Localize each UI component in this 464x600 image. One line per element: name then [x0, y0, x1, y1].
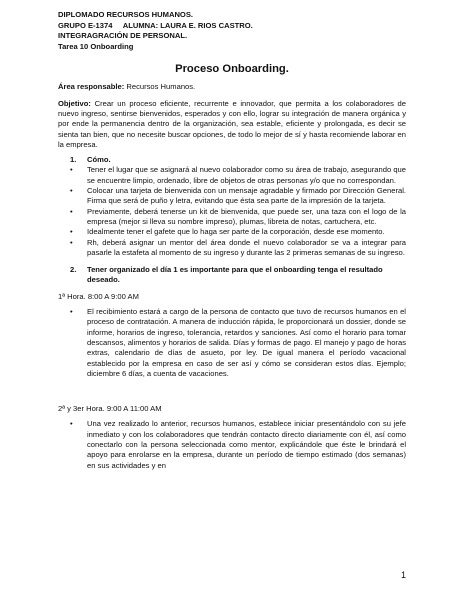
section-1-heading: [70, 155, 406, 165]
bullet-icon: •: [70, 237, 73, 247]
bullet-icon: •: [70, 227, 73, 237]
section-2-heading: [70, 265, 406, 286]
objective-paragraph: [58, 99, 406, 150]
bullet-icon: •: [70, 307, 73, 317]
section-1-bullet-list: [58, 165, 417, 258]
time-slot-2-bullet-list: [58, 419, 406, 470]
list-item: • Idealmente tener el gafete que lo haga ser parte de la corporación, desde ese momento.: [70, 227, 385, 237]
time-slot-1-bullet-list: [58, 307, 406, 379]
list-item: • Previamente, deberá tenerse un kit de bienvenida, que puede ser, una taza con el logo de la empresa (mejor si lleva su nombre impreso), plumas, libreta de notas, cartuchera, etc.: [70, 206, 406, 226]
section-1-title: Cómo.: [87, 155, 111, 165]
bullet-icon: •: [70, 186, 73, 196]
header-line-group-student: GRUPO E-1374 ALUMNA: LAURA E. RIOS CASTRO.: [58, 20, 253, 30]
time-slot-1: 1ª Hora. 8:00 A 9:00 AM: [58, 291, 139, 301]
page-number: 1: [400, 570, 406, 580]
bullet-icon: •: [70, 206, 73, 216]
area-value: Recursos Humanos.: [124, 82, 196, 92]
list-item: • El recibimiento estará a cargo de la persona de contacto que tuvo de recursos humanos en el proceso de contratación. A manera de inducción rápida, le proporcionará un dossier, donde se informe, horarios de ingreso, tolerancia, retardos y sanciones. Así como el horario para tomar descansos, alimentos y horarios de salida. Días y formas de pago. El manejo y pago de horas extras, calendario de días de asueto, por ley. De igual manera el período vacacional establecido por la empresa en caso de ser así y cómo se consideran estos días. Ejemplo; diciembre 6 días, a cuenta de vacaciones.: [70, 307, 406, 378]
header-line-subject: INTEGRAGRACIÓN DE PERSONAL.: [58, 31, 188, 41]
list-item: • Colocar una tarjeta de bienvenida con un mensaje agradable y firmado por Dirección General. Firma que será de puño y letra, evitando que ésta sea parte de la impresión de la tarjeta.: [70, 186, 417, 206]
header-line-assignment: Tarea 10 Onboarding: [58, 41, 134, 51]
list-item: • Una vez realizado lo anterior, recursos humanos, establece iniciar presentándolo con su jefe inmediato y con los colaboradores que tendrán contacto directo diariamente con él, así como conectarlo con la persona seleccionada como mentor, explicándole que éste le brindará el apoyo para enrolarse en la empresa, durante un período de tiempo estimado (dos semanas) en sus actividades y en: [70, 419, 406, 470]
header-line-course: DIPLOMADO RECURSOS HUMANOS.: [58, 10, 194, 19]
list-item: • Rh, deberá asignar un mentor del área donde el nuevo colaborador se va a integrar para pasarle la estafeta al momento de su ingreso y durante las 2 primeras semanas de su ingreso.: [70, 237, 406, 257]
section-2-title: Tener organizado el día 1 es importante para que el onboarding tenga el resultado deseado.: [87, 265, 383, 285]
bullet-icon: •: [70, 165, 73, 175]
document-header: [58, 10, 406, 52]
area-label: Área responsable:: [58, 82, 125, 92]
bullet-icon: •: [70, 419, 73, 429]
list-item: • Tener el lugar que se asignará al nuevo colaborador como su área de trabajo, asegurando que se encuentre limpio, ordenado, libre de objetos de otras personas y/o que no correspondan.: [70, 165, 406, 185]
time-slot-2: 2ª y 3er Hora. 9:00 A 11:00 AM: [58, 404, 162, 414]
document-title: Proceso Onboarding.: [175, 63, 289, 76]
section-1-number: 1.: [70, 155, 77, 165]
objective-label: Objetivo:: [58, 98, 91, 108]
section-2-number: 2.: [70, 265, 77, 275]
objective-text: Crear un proceso eficiente, recurrente e innovador, que permita a los colaboradores de nuevo ingreso, sentirse bienvenidos, esperados y con ello, lograr su integración de manera orgánica y por ende la permanencia dentro de la organización, sea estable, eficiente y prolongada, es decir se sienta tan bien, que no necesite buscar opciones, de todo lo mejor de sí y hasta recomiende laborar en la empresa.: [58, 98, 406, 149]
area-paragraph: [58, 82, 406, 92]
